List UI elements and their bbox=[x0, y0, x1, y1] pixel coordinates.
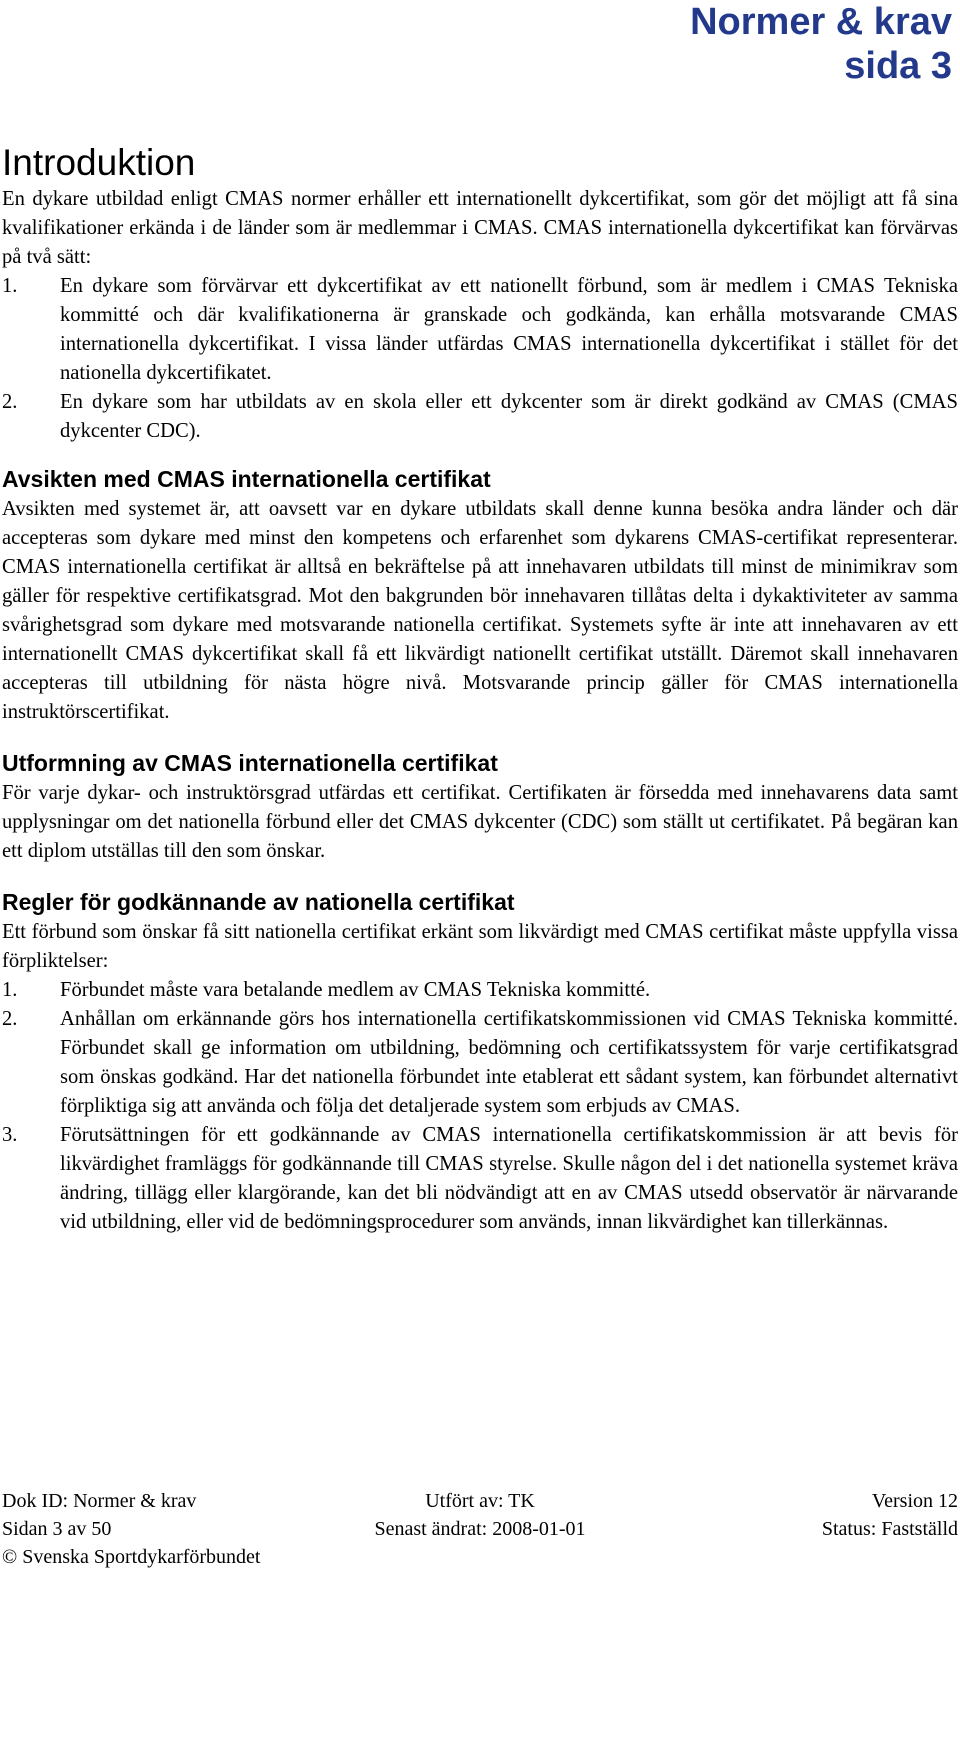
list-item bbox=[2, 272, 958, 388]
list-number: 3. bbox=[2, 1124, 18, 1146]
list-number: 1. bbox=[2, 275, 18, 297]
list-number: 2. bbox=[2, 1008, 18, 1030]
list-text: En dykare som har utbildats av en skola eller ett dykcenter som är direkt godkänd av CMAS (CMAS dykcenter CDC). bbox=[60, 391, 958, 442]
footer-performed-by: Utfört av: TK bbox=[425, 1490, 535, 1512]
list-number: 1. bbox=[2, 979, 18, 1001]
section-paragraph: En dykare utbildad enligt CMAS normer erhåller ett internationellt dykcertifikat, som gör det möjligt att få sina kvalifikationer erkända i de länder som är medlemmar i CMAS. CMAS internationella dykcertifikat kan förvärvas på två sätt: bbox=[2, 188, 958, 268]
footer-row bbox=[2, 1543, 958, 1571]
list-text: Förbundet måste vara betalande medlem av CMAS Tekniska kommitté. bbox=[60, 979, 651, 1001]
section-paragraph: Avsikten med systemet är, att oavsett var en dykare utbildats skall denne kunna besöka andra länder och där accepteras som dykare med minst den kompetens och erfarenhet som dykarens CMAS-certifikat representerar. CMAS internationella certifikat är alltså en bekräftelse på att innehavaren utbildats till minst de minimikrav som gäller för respektive certifikatsgrad. Mot den bakgrunden bör innehavaren tillåtas delta i dykaktiviteter av samma svårighetsgrad som dykare med motsvarande nationella certifikat. Systemets syfte är inte att innehavaren av ett internationellt CMAS dykcertifikat skall få ett likvärdigt nationellt certifikat utställt. Däremot skall innehavaren accepteras till utbildning för nästa högre nivå. Motsvarande princip gäller för CMAS internationella instruktörscertifikat. bbox=[2, 498, 958, 723]
section-heading: Utformning av CMAS internationella certifikat bbox=[2, 750, 498, 776]
footer-status: Status: Fastställd bbox=[821, 1518, 958, 1540]
numbered-list bbox=[2, 976, 958, 1237]
footer-doc-id: Dok ID: Normer & krav bbox=[2, 1490, 197, 1512]
section-purpose bbox=[2, 463, 958, 727]
document-body bbox=[2, 141, 958, 1237]
footer-row bbox=[2, 1515, 958, 1543]
section-rules bbox=[2, 886, 958, 1237]
page-header bbox=[690, 0, 952, 88]
header-page-label: sida 3 bbox=[844, 45, 952, 87]
numbered-list bbox=[2, 272, 958, 446]
list-item bbox=[2, 1121, 958, 1237]
section-design bbox=[2, 747, 958, 866]
footer-last-changed: Senast ändrat: 2008-01-01 bbox=[374, 1518, 586, 1540]
list-text: Förutsättningen för ett godkännande av CMAS internationella certifikatskommission är att bevis för likvärdighet framläggs för godkännande till CMAS styrelse. Skulle någon del i det nationella systemet kräva ändring, tillägg eller klargörande, kan det bli nödvändigt att en av CMAS utsedd observatör är närvarande vid utbildning, eller vid de bedömningsprocedurer som används, innan likvärdighet kan tillerkännas. bbox=[60, 1124, 958, 1233]
section-paragraph: För varje dykar- och instruktörsgrad utfärdas ett certifikat. Certifikaten är försedda med innehavarens data samt upplysningar om det nationella förbund eller det CMAS dykcenter (CDC) som ställt ut certifikatet. På begäran kan ett diplom utställas till den som önskar. bbox=[2, 782, 958, 862]
footer-row bbox=[2, 1487, 958, 1515]
section-heading: Regler för godkännande av nationella certifikat bbox=[2, 889, 515, 915]
list-item bbox=[2, 388, 958, 446]
section-paragraph: Ett förbund som önskar få sitt nationella certifikat erkänt som likvärdigt med CMAS certifikat måste uppfylla vissa förpliktelser: bbox=[2, 921, 958, 972]
list-item bbox=[2, 976, 958, 1005]
section-heading: Avsikten med CMAS internationella certifikat bbox=[2, 466, 491, 492]
list-item bbox=[2, 1005, 958, 1121]
header-title: Normer & krav bbox=[690, 1, 952, 43]
list-text: Anhållan om erkännande görs hos internationella certifikatskommissionen vid CMAS Tekniska kommitté. Förbundet skall ge information om utbildning, bedömning och certifikatssystem för varje certifikatsgrad som önskas godkänd. Har det nationella förbundet inte etablerat ett sådant system, kan förbundet alternativt förpliktiga sig att använda och följa det detaljerade system som erbjuds av CMAS. bbox=[60, 1008, 958, 1117]
footer-page-count: Sidan 3 av 50 bbox=[2, 1518, 112, 1540]
footer-version: Version 12 bbox=[871, 1490, 958, 1512]
section-introduction bbox=[2, 141, 958, 446]
list-text: En dykare som förvärvar ett dykcertifikat av ett nationellt förbund, som är medlem i CMAS Tekniska kommitté och där kvalifikationerna är granskade och godkända, kan erhålla motsvarande CMAS internationella dykcertifikat. I vissa länder utfärdas CMAS internationella dykcertifikat i stället för det nationella dykcertifikatet. bbox=[60, 275, 958, 384]
section-heading: Introduktion bbox=[2, 142, 196, 183]
footer-copyright: © Svenska Sportdykarförbundet bbox=[2, 1546, 261, 1568]
list-number: 2. bbox=[2, 391, 18, 413]
page-footer bbox=[2, 1487, 958, 1571]
